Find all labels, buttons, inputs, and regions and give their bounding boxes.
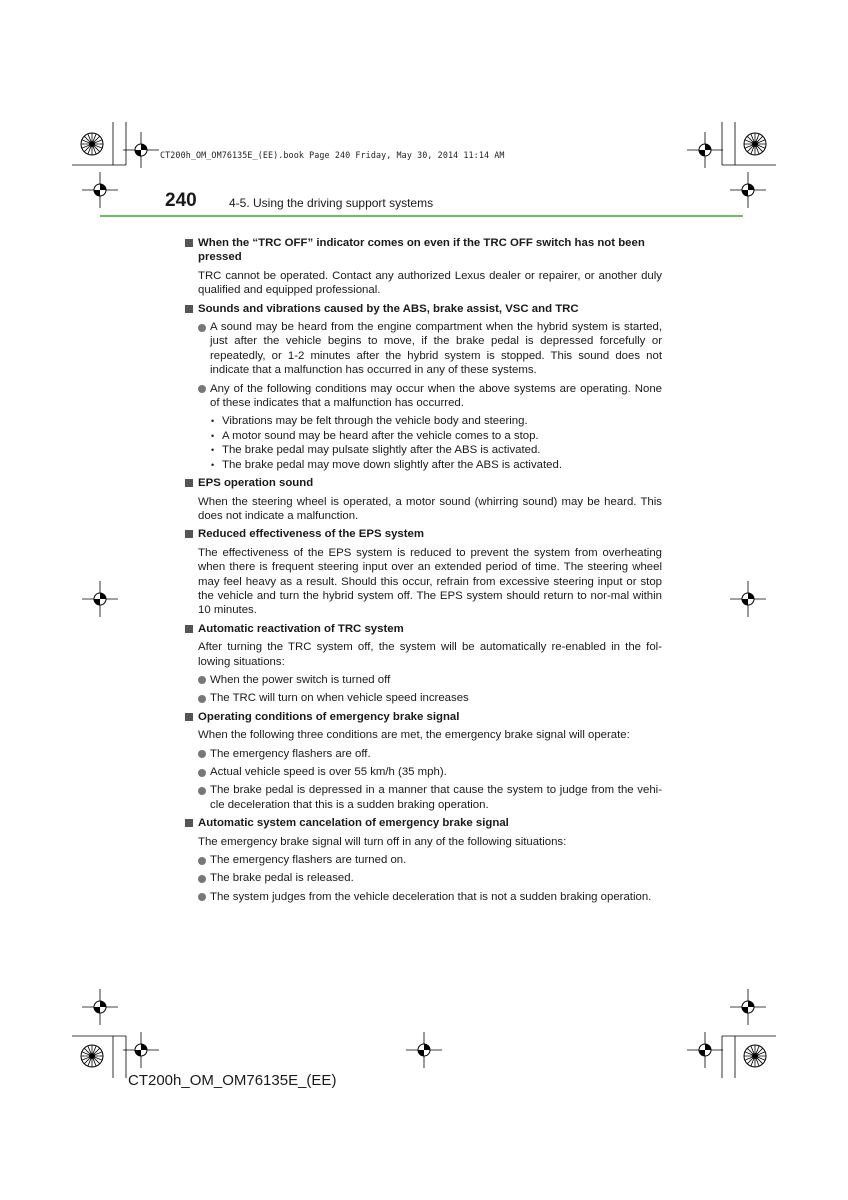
section-trc-reactivation [184, 622, 662, 706]
bullet-item: The TRC will turn on when vehicle speed increases [184, 691, 662, 705]
section-sounds-vibrations [184, 302, 662, 472]
bullet-item: Any of the following conditions may occur when the above systems are operating. None of these indicates that a malfunction has occurred. [184, 382, 662, 411]
section-title: 4-5. Using the driving support systems [229, 196, 434, 210]
section-emergency-brake-cancelation [184, 816, 662, 904]
section-paragraph: When the following three conditions are met, the emergency brake signal will operate: [198, 729, 630, 742]
corner-sun-top-right [744, 133, 766, 155]
sub-bullet-list [184, 414, 662, 472]
section-paragraph: When the steering wheel is operated, a motor sound (whirring sound) may be heard. This does not indicate a malfunction. [198, 495, 662, 522]
section-paragraph: After turning the TRC system off, the system will be automatically re-enabled in the fol-lowing situations: [198, 641, 662, 668]
section-paragraph: The emergency brake signal will turn off in any of the following situations: [198, 835, 567, 848]
section-heading: EPS operation sound [184, 476, 662, 490]
header-rule [100, 215, 743, 217]
content [184, 236, 662, 908]
section-heading: Sounds and vibrations caused by the ABS, brake assist, VSC and TRC [184, 302, 662, 316]
sub-bullet-item: • A motor sound may be heard after the vehicle comes to a stop. [184, 429, 662, 443]
section-emergency-brake-conditions [184, 710, 662, 812]
footer-document-code: CT200h_OM_OM76135E_(EE) [128, 1072, 337, 1089]
bullet-item: The brake pedal is depressed in a manner that cause the system to judge from the vehi-cle deceleration that this is a sudden braking operation. [184, 783, 662, 812]
section-heading: Automatic reactivation of TRC system [184, 622, 662, 636]
section-heading: Reduced effectiveness of the EPS system [184, 527, 662, 541]
section-heading: Operating conditions of emergency brake signal [184, 710, 662, 724]
section-paragraph: TRC cannot be operated. Contact any authorized Lexus dealer or repairer, or another duly qualified and equipped professional. [198, 269, 662, 297]
page-number: 240 [165, 190, 197, 211]
corner-sun-bottom-right [744, 1045, 766, 1067]
bullet-item: The system judges from the vehicle deceleration that is not a sudden braking operation. [184, 890, 662, 904]
bullet-item: The emergency flashers are off. [184, 747, 662, 761]
sub-bullet-item: • Vibrations may be felt through the vehicle body and steering. [184, 414, 662, 428]
sub-bullet-item: • The brake pedal may pulsate slightly after the ABS is activated. [184, 443, 662, 457]
bullet-item: Actual vehicle speed is over 55 km/h (35 mph). [184, 765, 662, 779]
section-paragraph: The effectiveness of the EPS system is reduced to prevent the system from overheating when there is frequent steering input over an extended period of time. The steering wheel may feel heavy as a result. Should this occur, refrain from excessive steering input or stop the vehicle and turn the hybrid system off. The EPS system should return to nor-mal within 10 minutes. [198, 546, 662, 617]
bullet-item: The brake pedal is released. [184, 871, 662, 885]
section-eps-effectiveness [184, 527, 662, 617]
corner-sun-bottom-left [81, 1045, 103, 1067]
section-heading: Automatic system cancelation of emergency brake signal [184, 816, 662, 830]
bullet-item: The emergency flashers are turned on. [184, 853, 662, 867]
section-trc-off-indicator [184, 236, 662, 298]
print-header: CT200h_OM_OM76135E_(EE).book Page 240 Friday, May 30, 2014 11:14 AM [160, 150, 505, 160]
corner-sun-top-left [81, 133, 103, 155]
sub-bullet-item: • The brake pedal may move down slightly after the ABS is activated. [184, 458, 662, 472]
bullet-item: A sound may be heard from the engine compartment when the hybrid system is started, just after the vehicle begins to move, if the brake pedal is depressed forcefully or repeatedly, or 1-2 minutes after the hybrid system is stopped. This sound does not indicate that a malfunction has occurred in any of these systems. [184, 320, 662, 378]
bullet-item: When the power switch is turned off [184, 673, 662, 687]
section-eps-sound [184, 476, 662, 523]
section-heading: When the “TRC OFF” indicator comes on even if the TRC OFF switch has not been pressed [184, 236, 662, 265]
